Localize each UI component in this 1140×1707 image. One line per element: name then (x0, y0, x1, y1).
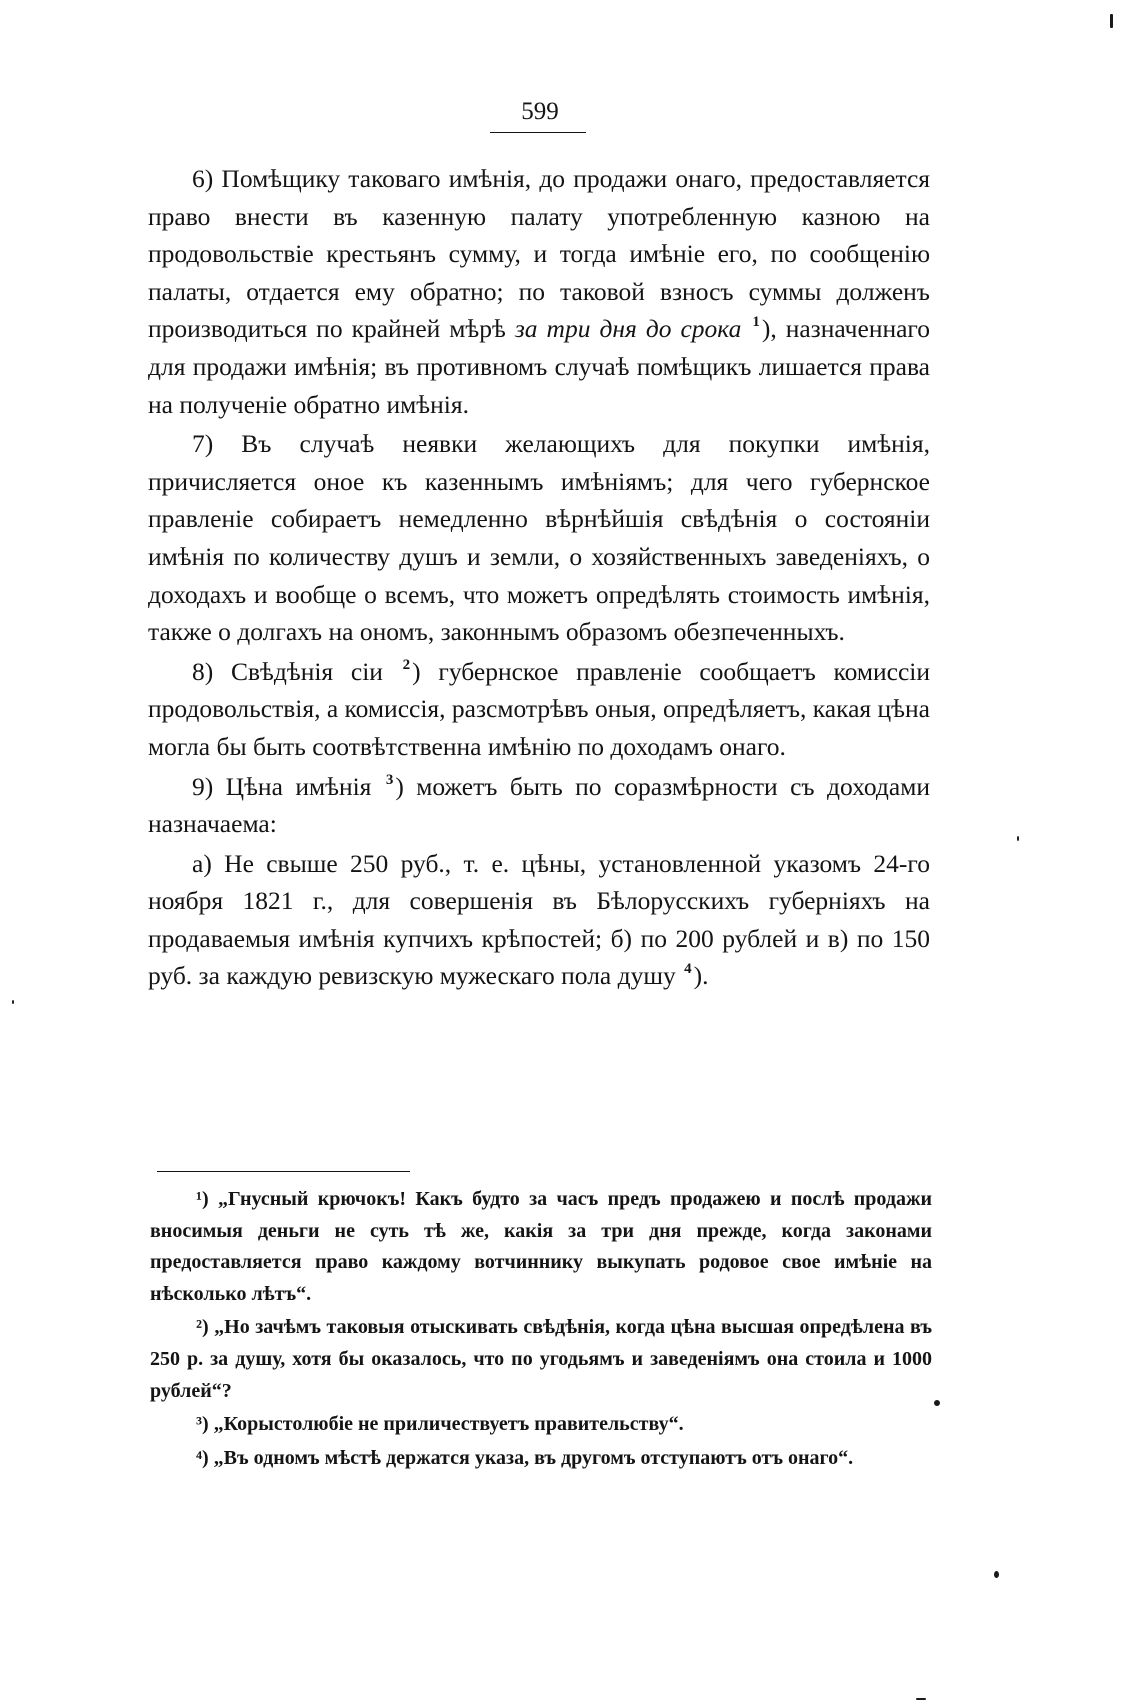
footnote-mark: ¹) (196, 1188, 209, 1210)
paragraph-text: Не свыше 250 руб., т. е. цѣны, установленной указомъ 24-го ноября 1821 г., для совершенія въ Бѣлорусскихъ губерніяхъ на продаваемыя имѣнія купчихъ крѣпостей; б) по 200 рублей и в) по 150 руб. за каждую ревизскую мужескаго пола душу (148, 848, 930, 991)
paragraph-6 (148, 160, 930, 423)
footnote-text: „Корыстолюбіе не приличествуетъ правительству“. (213, 1413, 684, 1436)
scan-speck (934, 1400, 940, 1406)
footnote-reference-2: 2 (402, 656, 411, 673)
footnote-text: „Гнусный крючокъ! Какъ будто за часъ предъ продажею и послѣ продажи вносимыя деньги не суть тѣ же, какія за три дня прежде, когда законами предоставляется право каждому вотчиннику выкупать родовое свое имѣніе на нѣсколько лѣтъ“. (150, 1188, 932, 1305)
emphasized-text: за три дня до срока (514, 314, 742, 344)
footnote-text: „Въ одномъ мѣстѣ держатся указа, въ другомъ отступаютъ отъ онаго“. (213, 1446, 854, 1469)
footnote-mark: ³) (196, 1413, 209, 1436)
footnote-1 (150, 1184, 932, 1310)
paragraph-text-continued: ). (693, 961, 709, 991)
paragraph-text-continued: ), назначеннаго для продажи имѣнія; въ противномъ случаѣ помѣщикъ лишается права на полученіе обратно имѣнія. (148, 314, 931, 419)
footnote-mark: ²) (196, 1316, 209, 1339)
paragraph-label: а) (192, 848, 212, 878)
scan-speck (994, 1571, 999, 1578)
footnote-text: „Но зачѣмъ таковыя отыскивать свѣдѣнія, когда цѣна высшая опредѣлена въ 250 р. за душу, хотя бы оказалось, что по угодьямъ и заведеніямъ она стоила и 1000 рублей“? (150, 1316, 932, 1402)
footnote-3 (150, 1409, 932, 1441)
scan-speck (1017, 836, 1019, 841)
paragraph-text: Цѣна имѣнія (225, 771, 372, 801)
paragraph-text: Въ случаѣ неявки желающихъ для покупки имѣнія, причисляется оное къ казеннымъ имѣніямъ; для чего губернское правленіе собираетъ немедленно вѣрнѣйшія свѣдѣнія о состояніи имѣнія по количеству душъ и земли, о хозяйственныхъ заведеніяхъ, о доходахъ и вообще о всемъ, что можетъ опредѣлять стоимость имѣнія, также о долгахъ на ономъ, законнымъ образомъ обезпеченныхъ. (148, 429, 930, 647)
paragraph-a (148, 845, 930, 995)
paragraph-text: Помѣщику таковаго имѣнія, до продажи онаго, предоставляется право внести въ казенную палату употребленную казною на продовольствіе крестьянъ сумму, и тогда имѣніе его, по сообщенію палаты, отдается ему обратно; по таковой взносъ суммы долженъ производиться по крайней мѣрѣ (148, 164, 930, 344)
footnote-separator (157, 1171, 410, 1172)
footnote-reference-3: 3 (385, 771, 394, 788)
paragraph-label: 9) (192, 771, 214, 801)
footnote-reference-1: 1 (752, 314, 760, 331)
scan-speck (1110, 14, 1113, 28)
main-text (148, 160, 930, 997)
scan-speck (12, 1000, 14, 1004)
footnotes (150, 1184, 932, 1476)
paragraph-text: Свѣдѣнія сіи (230, 656, 383, 686)
scan-speck (916, 1698, 926, 1700)
paragraph-text-continued: ) губернское правленіе сообщаетъ комиссіи продовольствія, а комиссія, разсмотрѣвъ оныя, опредѣляетъ, какая цѣна могла бы быть соотвѣтственна имѣнію по доходамъ онаго. (148, 656, 930, 761)
paragraph-label: 8) (192, 656, 214, 686)
paragraph-text-continued: ) можетъ быть по соразмѣрности съ доходами назначаема: (148, 771, 930, 839)
footnote-2 (150, 1312, 932, 1407)
paragraph-7 (148, 425, 930, 651)
page-number: 599 (521, 98, 559, 125)
page-number-underline (490, 132, 586, 133)
paragraph-8 (148, 653, 930, 766)
paragraph-label: 7) (192, 429, 214, 459)
footnote-4 (150, 1443, 932, 1475)
footnote-reference-4: 4 (684, 961, 692, 978)
footnote-mark: ⁴) (196, 1446, 209, 1469)
paragraph-label: 6) (192, 164, 214, 193)
paragraph-9 (148, 768, 930, 843)
